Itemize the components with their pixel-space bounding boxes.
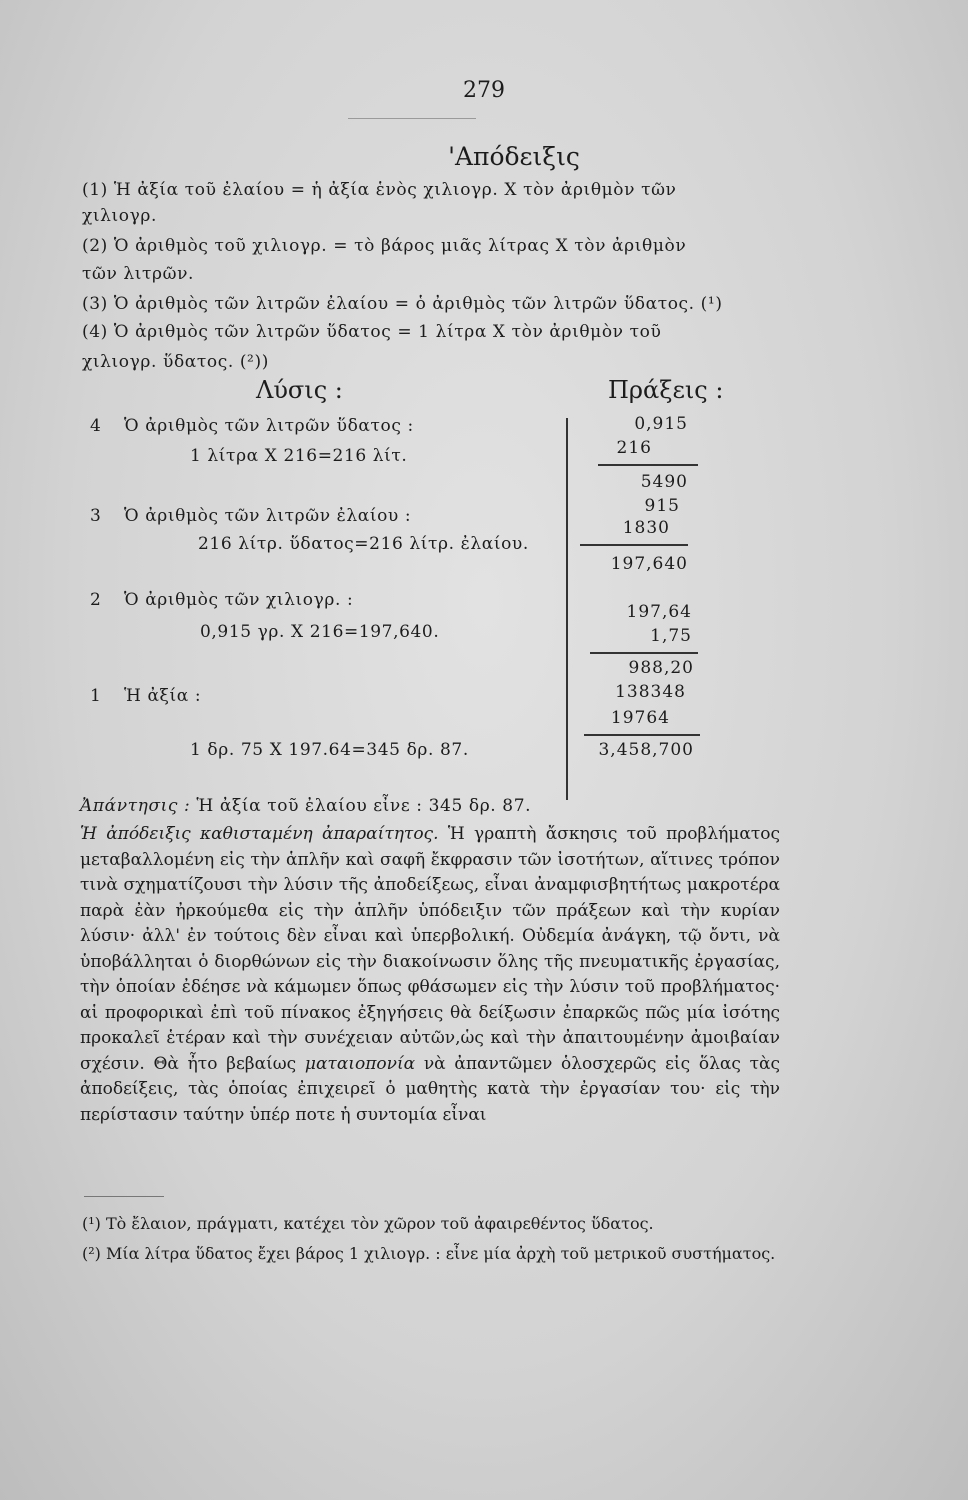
step-equation: 216 λίτρ. ὕδατος=216 λίτρ. ἐλαίου. <box>198 534 529 554</box>
sum-rule <box>590 652 698 654</box>
step-equation: 0,915 γρ. X 216=197,640. <box>200 622 440 642</box>
operations-heading: Πράξεις : <box>608 376 724 404</box>
step-equation: 1 δρ. 75 X 197.64=345 δρ. 87. <box>190 740 469 760</box>
step-number: 1 <box>90 686 102 706</box>
operation-value: 19764 <box>610 708 670 728</box>
operation-result: 3,458,700 <box>598 740 694 760</box>
answer-text: Ἡ ἀξία τοῦ ἐλαίου εἶνε : 345 δρ. 87. <box>196 796 532 816</box>
sum-rule <box>580 544 688 546</box>
step-label: Ὁ ἀριθμὸς τῶν λιτρῶν ἐλαίου : <box>124 506 412 526</box>
note-tail: νὰ ἀπαντῶμεν ὁλοσχερῶς εἰς ὅλας τὰς ἀποδείξεις, τὰς ὁποίας ἐπιχειρεῖ ὁ μαθητὴς κατὰ τὴν ἐργασίαν του· εἰς τὴν περίστασιν ταύτην ὑπέρ ποτε ἡ συντομία εἶναι <box>80 1053 780 1125</box>
page-number: 279 <box>463 78 505 103</box>
answer-label: Ἀπάντησις : <box>80 796 191 816</box>
sum-rule <box>584 734 700 736</box>
operation-value: 138348 <box>615 682 686 702</box>
section-title: 'Απόδειξις <box>448 142 580 171</box>
step-equation: 1 λίτρα X 216=216 λίτ. <box>190 446 408 466</box>
operation-value: 915 <box>644 496 680 516</box>
operation-value: 1,75 <box>650 626 692 646</box>
operation-value: 197,640 <box>610 554 688 574</box>
operation-value: 1830 <box>622 518 670 538</box>
step-number: 4 <box>90 416 102 436</box>
step-number: 3 <box>90 506 102 526</box>
proof-line: (2) Ὁ ἀριθμὸς τοῦ χιλιογρ. = τὸ βάρος μιᾶς λίτρας X τὸν ἀριθμὸν <box>82 236 687 256</box>
operation-value: 197,64 <box>626 602 692 622</box>
step-label: Ὁ ἀριθμὸς τῶν χιλιογρ. : <box>124 590 354 610</box>
body-paragraph <box>80 822 780 1128</box>
operation-value: 988,20 <box>628 658 694 678</box>
operation-value: 5490 <box>640 472 688 492</box>
solution-heading: Λύσις : <box>256 376 343 404</box>
proof-line: χιλιογρ. ὕδατος. (²)) <box>82 352 269 372</box>
note-emphasis: ματαιοπονία <box>304 1053 416 1074</box>
sum-rule <box>598 464 698 466</box>
proof-line: (3) Ὁ ἀριθμὸς τῶν λιτρῶν ἐλαίου = ὁ ἀριθμὸς τῶν λιτρῶν ὕδατος. (¹) <box>82 294 723 314</box>
step-label: Ἡ ἀξία : <box>124 686 202 706</box>
proof-line: (1) Ἡ ἀξία τοῦ ἐλαίου = ἡ ἀξία ἑνὸς χιλιογρ. X τὸν ἀριθμὸν τῶν <box>82 180 677 200</box>
proof-line: τῶν λιτρῶν. <box>82 264 195 284</box>
note-text: Ἡ γραπτὴ ἄσκησις τοῦ προβλήματος μεταβαλλομένη εἰς τὴν ἁπλῆν καὶ σαφῆ ἔκφρασιν τῶν ἰσοτήτων, αἵτινες τρόπον τινὰ σχηματίζουσι τὴν λύσιν τῆς ἀποδείξεως, εἶναι ἀναμφισβητήτως μακροτέρα παρὰ ἐὰν ἠρκούμεθα εἰς τὴν ἁπλῆν ὑπόδειξιν τῶν πράξεων καὶ τὴν κυρίαν λύσιν· ἀλλ' ἐν τούτοις δὲν εἶναι καὶ ὑπερβολική. Οὐδεμία ἀνάγκη, τῷ ὄντι, νὰ ὑποβάλληται ὁ διορθώνων εἰς τὴν διακοίνωσιν ὅλης τῆς πνευματικῆς ἐργασίας, τὴν ὁποίαν ἐδέησε νὰ κάμωμεν ὅπως φθάσωμεν εἰς τὴν λύσιν τοῦ προβλήματος· αἱ προφορικαὶ ἐπὶ τοῦ πίνακος ἐξηγήσεις θὰ δείξωσιν ἐπαρκῶς πῶς μία ἰσότης προκαλεῖ ἑτέραν καὶ τὴν συνέχειαν αὐτῶν,ὡς καὶ τὴν ἀπαιτουμένην ἀμοιβαίαν σχέσιν. Θὰ ἦτο βεβαίως <box>80 824 780 1074</box>
proof-line: (4) Ὁ ἀριθμὸς τῶν λιτρῶν ὕδατος = 1 λίτρα X τὸν ἀριθμὸν τοῦ <box>82 322 662 342</box>
footnote: (²) Μία λίτρα ὕδατος ἔχει βάρος 1 χιλιογρ. : εἶνε μία ἀρχὴ τοῦ μετρικοῦ συστήματος. <box>82 1244 776 1263</box>
step-number: 2 <box>90 590 102 610</box>
column-divider <box>566 418 568 800</box>
operation-value: 216 <box>616 438 652 458</box>
step-label: Ὁ ἀριθμὸς τῶν λιτρῶν ὕδατος : <box>124 416 414 436</box>
answer-line <box>80 796 531 816</box>
footnote: (¹) Τὸ ἔλαιον, πράγματι, κατέχει τὸν χῶρον τοῦ ἀφαιρεθέντος ὕδατος. <box>82 1214 654 1233</box>
header-rule <box>348 118 476 119</box>
operation-value: 0,915 <box>634 414 688 434</box>
proof-line: χιλιογρ. <box>82 206 157 226</box>
note-label: Ἡ ἀπόδειξις καθισταμένη ἀπαραίτητος. <box>80 824 439 844</box>
footnote-rule <box>84 1196 164 1197</box>
